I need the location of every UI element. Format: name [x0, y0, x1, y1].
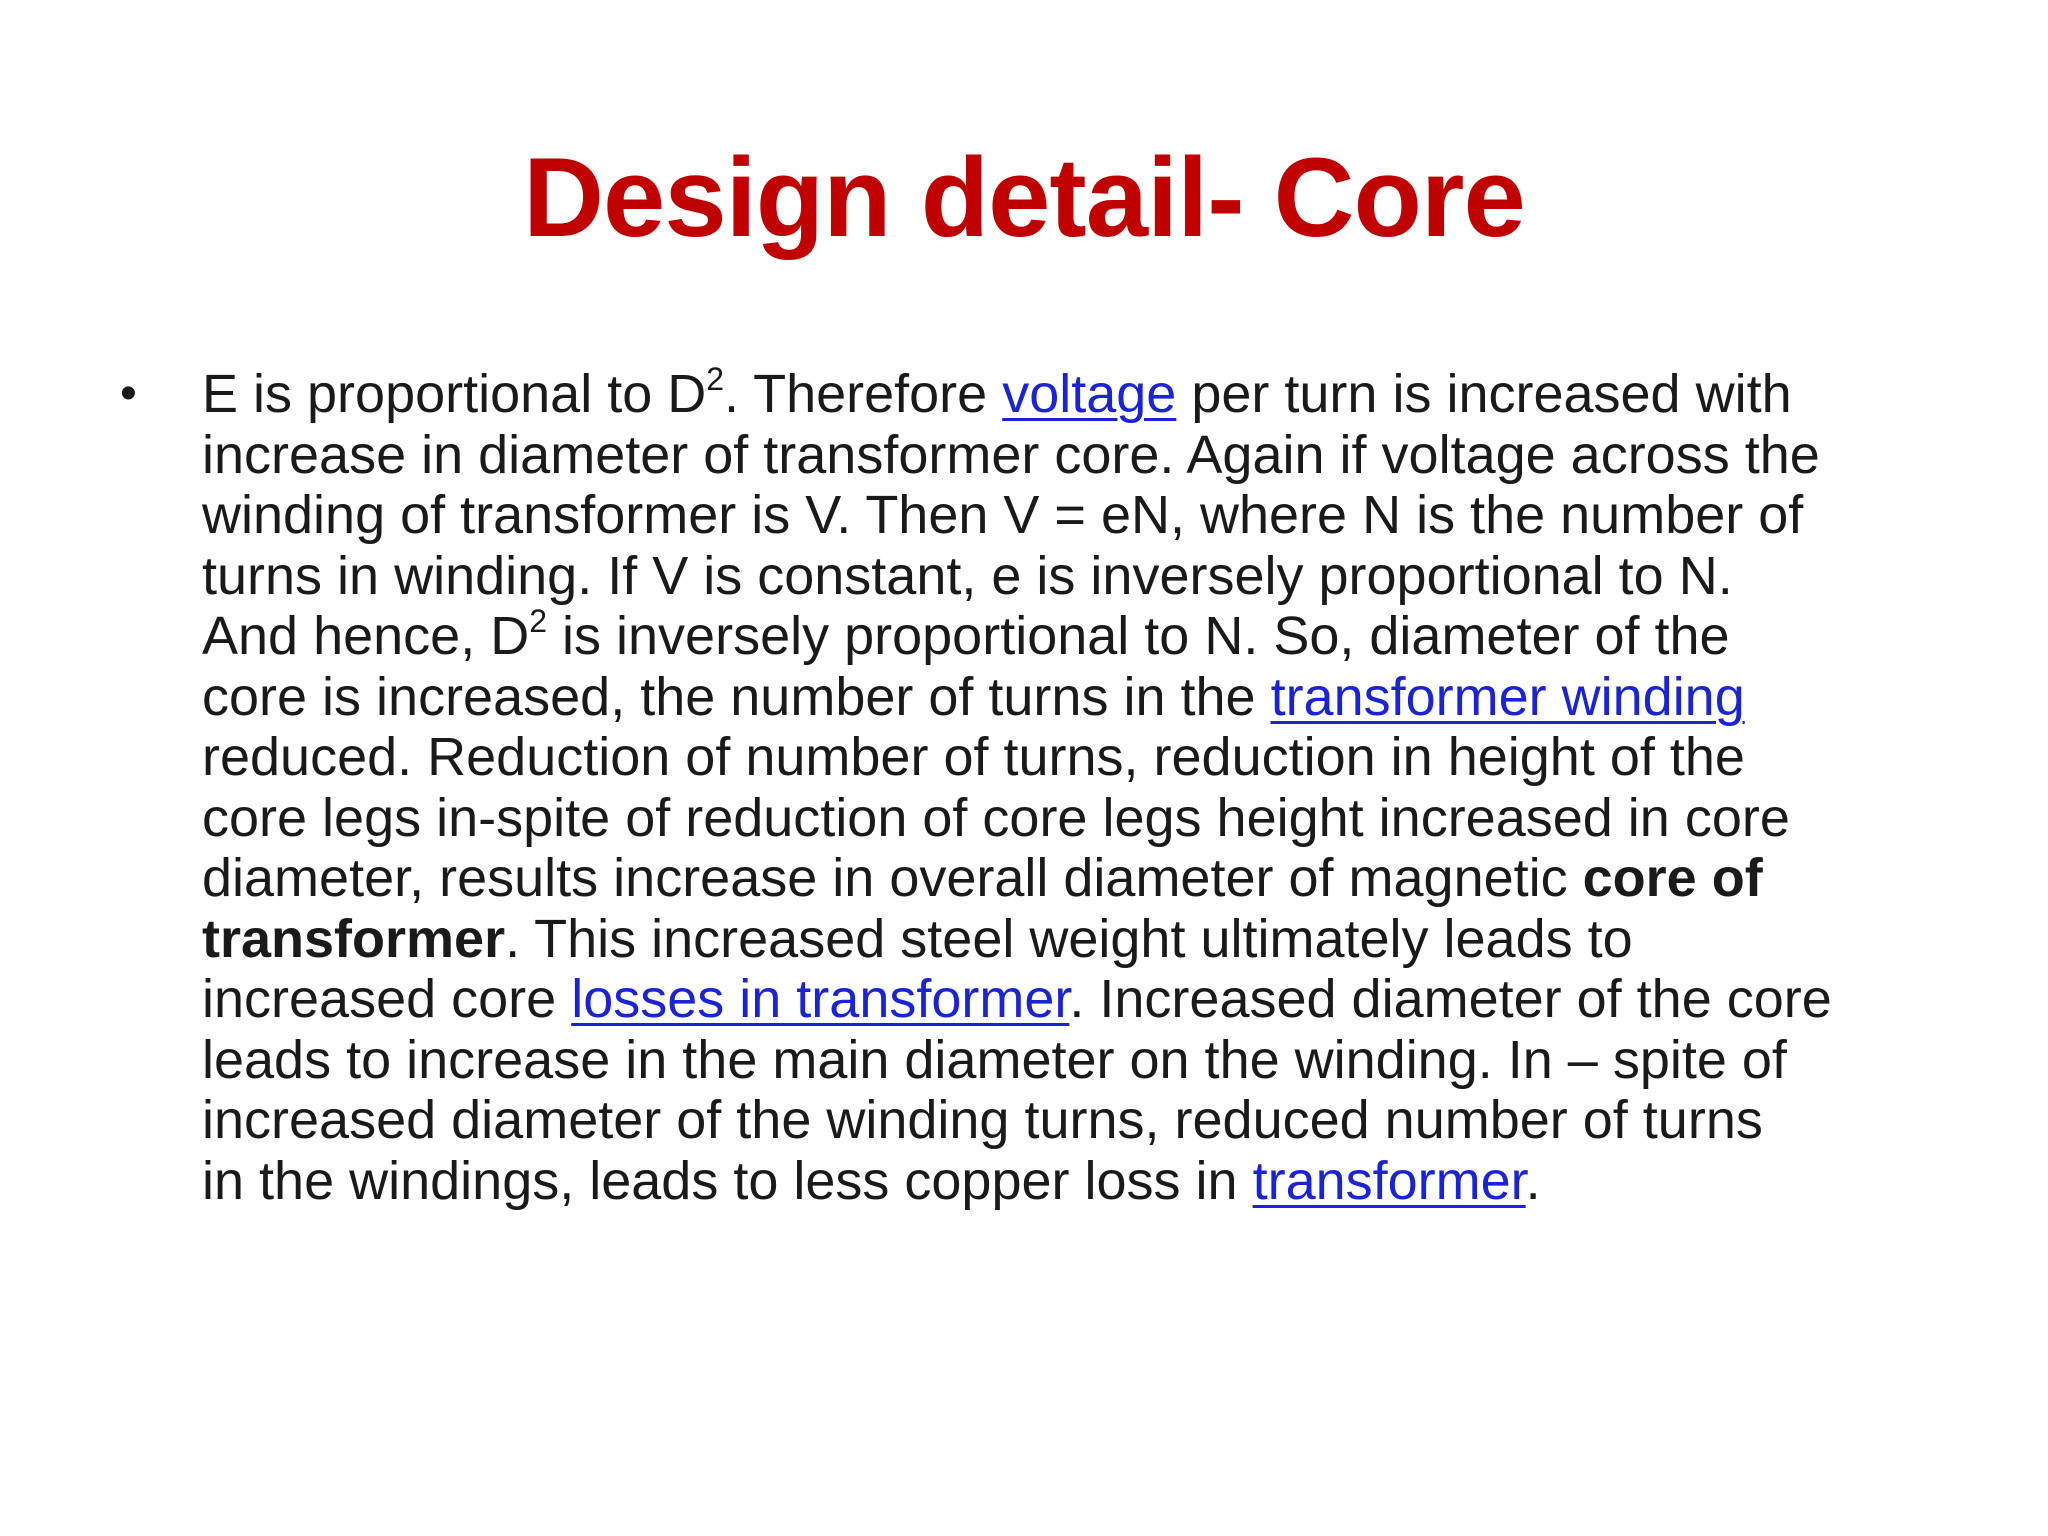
text-line-10 [202, 909, 1960, 970]
text-line-5 [202, 603, 1960, 667]
transformer-link[interactable]: transformer [1252, 1150, 1526, 1211]
text-segment: . [1525, 1150, 1541, 1211]
text-line-7: reduced. Reduction of number of turns, reduction in height of the [202, 727, 1745, 787]
text-segment: diameter, results increase in overall diameter of magnetic [202, 848, 1583, 908]
text-line-14 [202, 1151, 1960, 1212]
text-segment: in the windings, leads to less copper loss in [202, 1150, 1253, 1211]
losses-in-transformer-link[interactable]: losses in transformer [571, 969, 1070, 1029]
text-line-13: increased diameter of the winding turns, reduced number of turns [202, 1090, 1763, 1150]
bullet-list [120, 361, 1960, 1211]
text-segment: . Increased diameter of the core [1069, 969, 1832, 1029]
bold-text: core of [1582, 848, 1763, 908]
text-line-1 [202, 361, 1960, 425]
transformer-winding-link[interactable]: transformer winding [1270, 666, 1745, 727]
text-segment: . This increased steel weight ultimately leads to [505, 908, 1633, 969]
superscript: 2 [706, 361, 725, 397]
slide-title: Design detail- Core [523, 135, 1525, 260]
text-segment: per turn is increased with [1176, 364, 1792, 424]
bullet-item [120, 361, 1960, 1211]
text-line-11 [202, 969, 1960, 1030]
text-line-3: winding of transformer is V. Then V = eN, where N is the number of [202, 485, 1804, 545]
text-line-2: increase in diameter of transformer core. Again if voltage across the [202, 424, 1820, 485]
voltage-link[interactable]: voltage [1002, 364, 1177, 424]
text-segment: E is proportional to D [202, 364, 707, 424]
text-segment: increased core [202, 969, 572, 1029]
text-segment: core is increased, the number of turns in the [202, 666, 1271, 727]
text-segment: And hence, D [202, 606, 530, 666]
superscript: 2 [529, 603, 548, 639]
text-line-9 [202, 848, 1960, 909]
bold-text: transformer [202, 908, 506, 969]
text-line-4: turns in winding. If V is constant, e is inversely proportional to N. [202, 545, 1733, 606]
text-line-6 [202, 667, 1960, 728]
bullet-dot-icon: • [120, 367, 137, 420]
text-segment: . Therefore [724, 364, 1003, 424]
text-line-12: leads to increase in the main diameter on the winding. In – spite of [202, 1029, 1787, 1090]
text-line-8: core legs in-spite of reduction of core legs height increased in core [202, 787, 1790, 848]
text-segment: is inversely proportional to N. So, diameter of the [547, 606, 1730, 666]
